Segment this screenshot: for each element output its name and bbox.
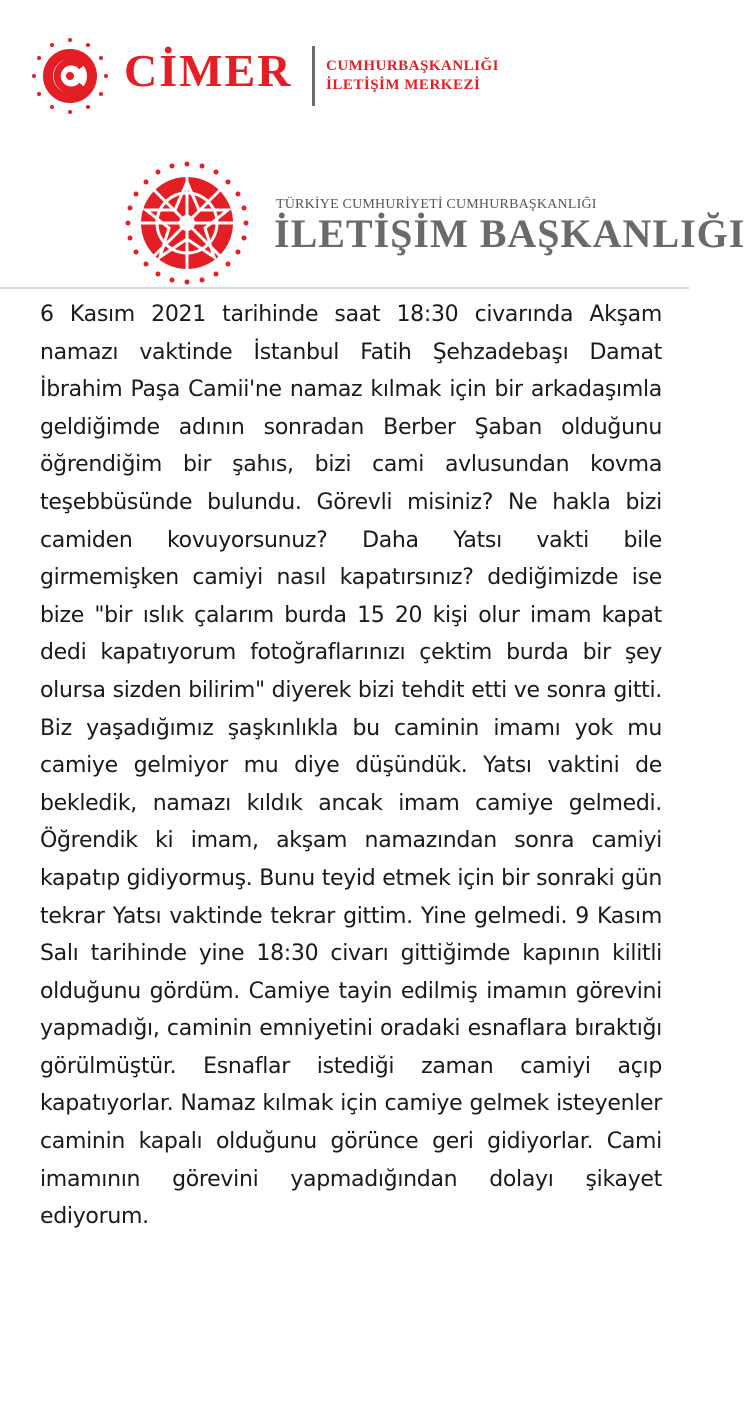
iletisim-main-title: İLETİŞİM BAŞKANLIĞI — [274, 211, 745, 256]
cimer-subtitle — [326, 57, 499, 95]
iletisim-header — [0, 140, 745, 288]
cimer-subtitle-line1: CUMHURBAŞKANLIĞI — [326, 58, 500, 74]
complaint-text: 6 Kasım 2021 tarihinde saat 18:30 civarında Akşam namazı vaktinde İstanbul Fatih Şehzadebaşı Damat İbrahim Paşa Camii'ne namaz kılmak için bir arkadaşımla geldiğimde adının sonradan Berber Şaban olduğunu öğrendiğim bir şahıs, bizi cami avlusundan kovma teşebbüsünde bulundu. Görevli misiniz? Ne hakla bizi camiden kovuyorsunuz? Daha Yatsı vakti bile girmemişken camiyi nasıl kapatırsınız? dediğimizde ise bize "bir ıslık çalarım burda 15 20 kişi olur imam kapat dedi kapatıyorum fotoğraflarınızı çektim burda bir şey olursa sizden bilirim" diyerek bizi tehdit etti ve sonra gitti. Biz yaşadığımız şaşkınlıkla bu caminin imamı yok mu camiye gelmiyor mu diye düşündük. Yatsı vaktini de bekledik, namazı kıldık ancak imam camiye gelmedi. Öğrendik ki imam, akşam namazından sonra camiyi kapatıp gidiyormuş. Bunu teyid etmek için bir sonraki gün tekrar Yatsı vaktinde tekrar gittim. Yine gelmedi. 9 Kasım Salı tarihinde yine 18:30 civarı gittiğimde kapının kilitli olduğunu gördüm. Camiye tayin edilmiş imamın görevini yapmadığı, caminin emniyetini oradaki esnaflara bıraktığı görülmüştür. Esnaflar istediği zaman camiyi açıp kapatıyorlar. Namaz kılmak için camiye gelmek isteyenler caminin kapalı olduğunu görünce geri gidiyorlar. Cami imamının görevini yapmadığından dolayı şikayet ediyorum. — [40, 302, 662, 1230]
complaint-body — [40, 296, 662, 1236]
iletisim-star-emblem-icon — [122, 158, 252, 288]
header-separator — [0, 287, 689, 289]
cimer-subtitle-line2: İLETİŞİM MERKEZİ — [326, 77, 481, 93]
cimer-brand-name: CİMER — [124, 45, 293, 96]
cimer-divider — [312, 46, 315, 106]
cimer-logo-icon — [30, 36, 110, 116]
cimer-header — [0, 0, 689, 140]
iletisim-top-line: TÜRKİYE CUMHURİYETİ CUMHURBAŞKANLIĞI — [276, 197, 597, 212]
